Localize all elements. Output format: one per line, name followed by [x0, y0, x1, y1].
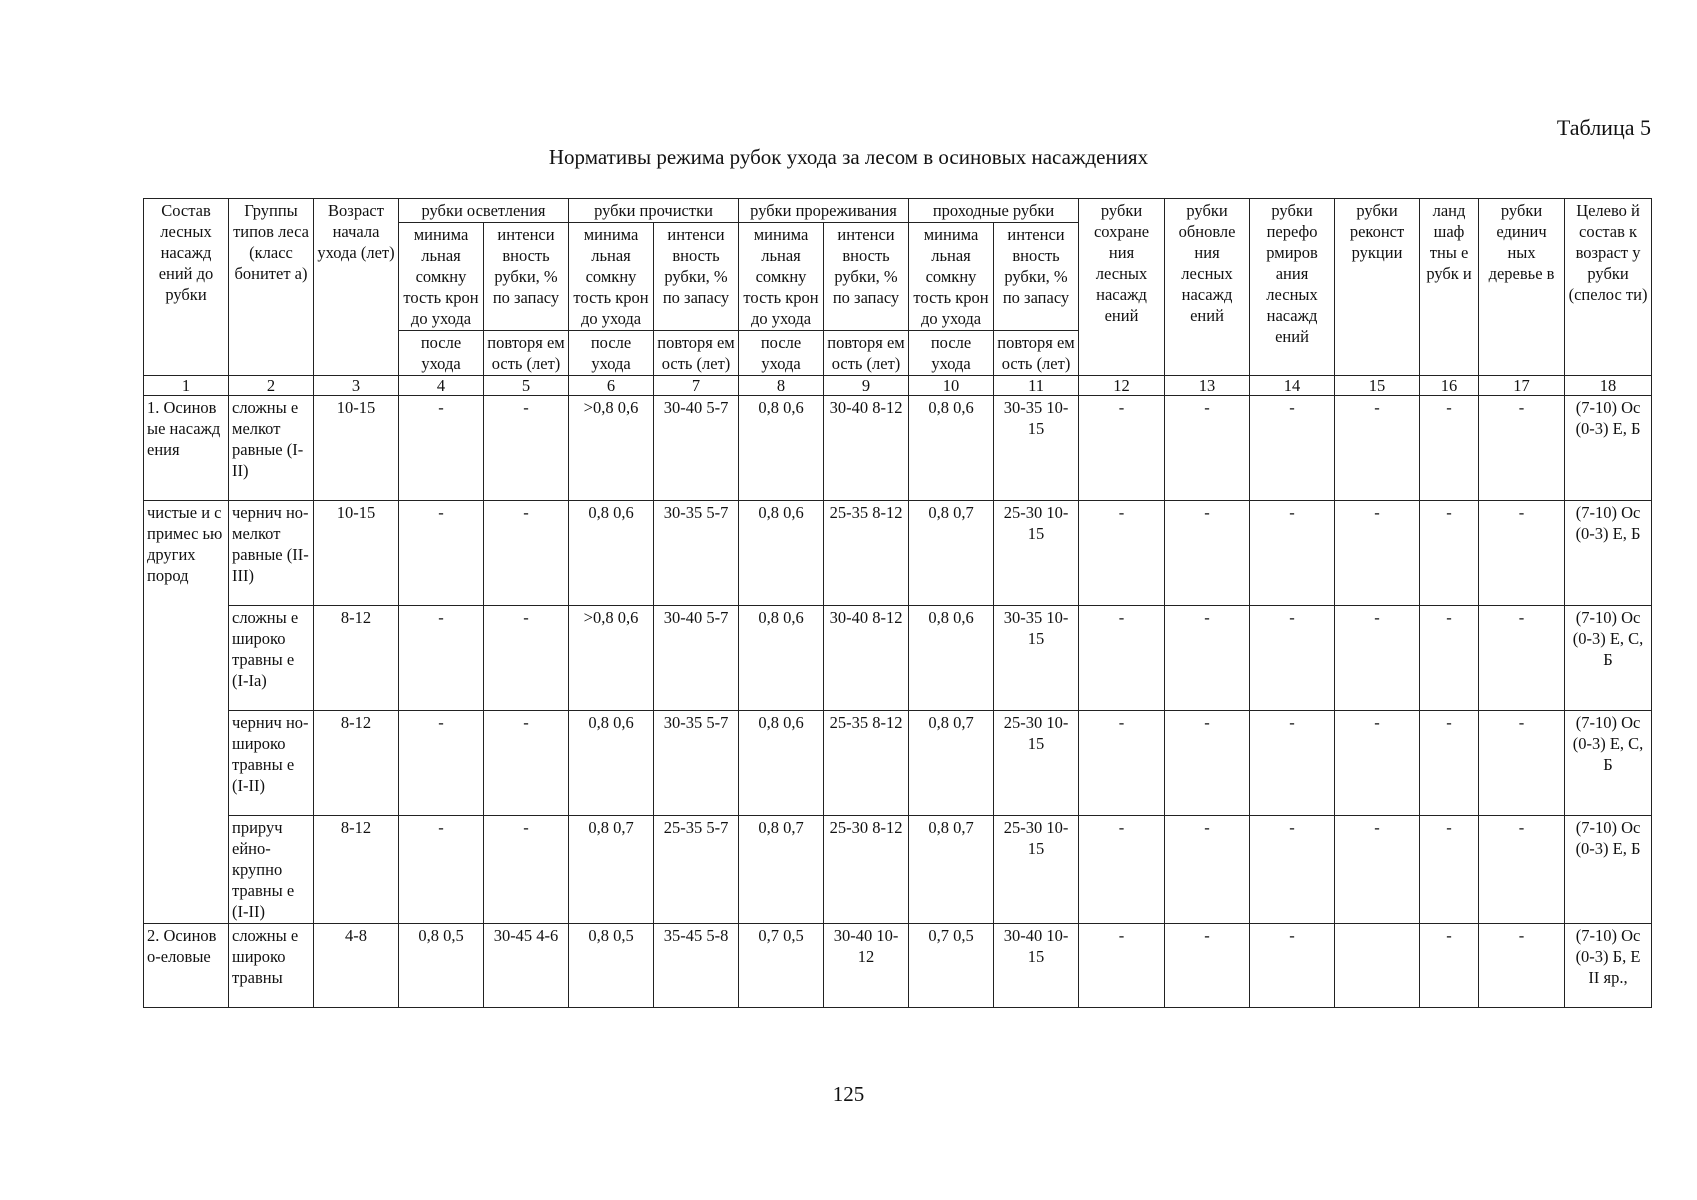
cell-value: -: [1079, 711, 1165, 816]
cell-value: -: [484, 606, 569, 711]
header-intensity: интенси вность рубки, % по запасу: [484, 223, 569, 331]
cell-value: >0,8 0,6: [569, 606, 654, 711]
cell-value: 0,8 0,7: [739, 816, 824, 924]
column-number: 15: [1335, 376, 1420, 396]
header-single-trees: рубки единич ных деревье в: [1479, 199, 1565, 376]
cell-value: 30-35 5-7: [654, 711, 739, 816]
column-number: 3: [314, 376, 399, 396]
cell-value: 25-30 10-15: [994, 501, 1079, 606]
header-target-composition: Целево й состав к возраст у рубки (спелос ти): [1565, 199, 1652, 376]
cell-value: -: [1079, 924, 1165, 1008]
header-landscape: ланд шаф тны е рубк и: [1420, 199, 1479, 376]
cell-value: -: [1420, 501, 1479, 606]
cell-value: 0,8 0,6: [909, 606, 994, 711]
cell-value: -: [1420, 816, 1479, 924]
cell-value: -: [399, 501, 484, 606]
cell-value: -: [484, 816, 569, 924]
cell-value: 0,8 0,7: [909, 501, 994, 606]
cell-start-age: 8-12: [314, 711, 399, 816]
cell-value: 30-35 5-7: [654, 501, 739, 606]
header-repeatability: повторя ем ость (лет): [484, 331, 569, 376]
cell-value: -: [1165, 816, 1250, 924]
column-number: 11: [994, 376, 1079, 396]
cell-value: -: [1420, 606, 1479, 711]
cell-value: 30-35 10-15: [994, 606, 1079, 711]
cell-forest-type: чернич но-широко травны е (I-II): [229, 711, 314, 816]
cell-composition: 1. Осинов ые насажд ения: [144, 396, 229, 501]
table-row: [144, 924, 1652, 1008]
cell-value: -: [399, 711, 484, 816]
cell-value: -: [1479, 606, 1565, 711]
column-number: 14: [1250, 376, 1335, 396]
cell-value: -: [1250, 606, 1335, 711]
cell-value: 30-35 10-15: [994, 396, 1079, 501]
cell-value: -: [1165, 501, 1250, 606]
cell-value: -: [1250, 396, 1335, 501]
cell-value: -: [1479, 816, 1565, 924]
table-row: [144, 711, 1652, 816]
cell-value: 30-40 5-7: [654, 606, 739, 711]
cell-target-composition: (7-10) Ос (0-3) Е, С, Б: [1565, 606, 1652, 711]
cell-value: 25-35 8-12: [824, 501, 909, 606]
cell-value: -: [1479, 711, 1565, 816]
column-number: 5: [484, 376, 569, 396]
header-row-groups: [144, 199, 1652, 223]
cell-value: 0,8 0,6: [739, 606, 824, 711]
cell-target-composition: (7-10) Ос (0-3) Е, Б: [1565, 501, 1652, 606]
column-numbers-row: [144, 376, 1652, 396]
column-number: 12: [1079, 376, 1165, 396]
cell-value: -: [1335, 711, 1420, 816]
cell-target-composition: (7-10) Ос (0-3) Е, Б: [1565, 816, 1652, 924]
cell-value: -: [1250, 711, 1335, 816]
header-after-care: после ухода: [399, 331, 484, 376]
cell-value: -: [399, 606, 484, 711]
cell-forest-type: прируч ейно-крупно травны е (I-II): [229, 816, 314, 924]
header-reconstruction: рубки реконст рукции: [1335, 199, 1420, 376]
cell-value: 30-40 8-12: [824, 606, 909, 711]
header-min-density: минима льная сомкну тость крон до ухода: [909, 223, 994, 331]
cell-start-age: 10-15: [314, 501, 399, 606]
header-intensity: интенси вность рубки, % по запасу: [654, 223, 739, 331]
header-group-thinning: рубки прореживания: [739, 199, 909, 223]
column-number: 9: [824, 376, 909, 396]
cell-value: 0,8 0,6: [739, 711, 824, 816]
cell-value: 30-40 5-7: [654, 396, 739, 501]
cell-value: 0,7 0,5: [909, 924, 994, 1008]
header-group-cleaning: рубки прочистки: [569, 199, 739, 223]
header-intensity: интенси вность рубки, % по запасу: [824, 223, 909, 331]
header-after-care: после ухода: [909, 331, 994, 376]
cell-value: 25-30 10-15: [994, 816, 1079, 924]
cell-value: 25-35 5-7: [654, 816, 739, 924]
cell-value: 30-40 10-12: [824, 924, 909, 1008]
cell-value: -: [1335, 396, 1420, 501]
column-number: 13: [1165, 376, 1250, 396]
column-number: 8: [739, 376, 824, 396]
column-number: 4: [399, 376, 484, 396]
cell-value: -: [484, 396, 569, 501]
cell-value: -: [1335, 501, 1420, 606]
cell-value: -: [1479, 501, 1565, 606]
cell-value: -: [1079, 501, 1165, 606]
cell-value: [1335, 924, 1420, 1008]
cell-value: 25-30 10-15: [994, 711, 1079, 816]
header-min-density: минима льная сомкну тость крон до ухода: [399, 223, 484, 331]
cell-value: 0,8 0,6: [739, 501, 824, 606]
cell-value: -: [484, 501, 569, 606]
cell-value: 0,8 0,5: [399, 924, 484, 1008]
cell-value: -: [1165, 606, 1250, 711]
header-renewal: рубки обновле ния лесных насажд ений: [1165, 199, 1250, 376]
cell-value: 0,8 0,7: [569, 816, 654, 924]
header-repeatability: повторя ем ость (лет): [824, 331, 909, 376]
cell-value: -: [1079, 816, 1165, 924]
cell-value: 30-40 10-15: [994, 924, 1079, 1008]
header-group-lightening: рубки осветления: [399, 199, 569, 223]
table-row: [144, 606, 1652, 711]
cell-value: -: [1165, 711, 1250, 816]
header-after-care: после ухода: [739, 331, 824, 376]
cell-value: -: [1250, 501, 1335, 606]
cell-value: -: [1250, 924, 1335, 1008]
header-after-care: после ухода: [569, 331, 654, 376]
table-label: Таблица 5: [1556, 115, 1651, 140]
column-number: 18: [1565, 376, 1652, 396]
column-number: 7: [654, 376, 739, 396]
header-forest-type-group: Группы типов леса (класс бонитет а): [229, 199, 314, 376]
cell-value: >0,8 0,6: [569, 396, 654, 501]
header-min-density: минима льная сомкну тость крон до ухода: [569, 223, 654, 331]
header-composition: Состав лесных насажд ений до рубки: [144, 199, 229, 376]
cell-value: 25-30 8-12: [824, 816, 909, 924]
norms-table: [143, 198, 1652, 1008]
cell-value: 35-45 5-8: [654, 924, 739, 1008]
cell-value: -: [1165, 924, 1250, 1008]
cell-forest-type: сложны е широко травны е (I-Ia): [229, 606, 314, 711]
cell-value: 0,8 0,7: [909, 816, 994, 924]
cell-start-age: 8-12: [314, 606, 399, 711]
cell-target-composition: (7-10) Ос (0-3) Б, Е II яр.,: [1565, 924, 1652, 1008]
cell-value: 30-40 8-12: [824, 396, 909, 501]
cell-value: -: [484, 711, 569, 816]
cell-value: -: [399, 816, 484, 924]
cell-value: 0,8 0,6: [569, 711, 654, 816]
cell-value: 30-45 4-6: [484, 924, 569, 1008]
cell-forest-type: чернич но-мелкот равные (II-III): [229, 501, 314, 606]
page-number: 125: [832, 1082, 865, 1106]
cell-value: 25-35 8-12: [824, 711, 909, 816]
cell-value: -: [1079, 396, 1165, 501]
cell-value: -: [1250, 816, 1335, 924]
cell-value: -: [1335, 606, 1420, 711]
cell-value: -: [1420, 924, 1479, 1008]
header-reformation: рубки перефо рмиров ания лесных насажд ений: [1250, 199, 1335, 376]
header-group-passage: проходные рубки: [909, 199, 1079, 223]
column-number: 2: [229, 376, 314, 396]
table-row: [144, 396, 1652, 501]
header-repeatability: повторя ем ость (лет): [654, 331, 739, 376]
column-number: 17: [1479, 376, 1565, 396]
header-start-age: Возраст начала ухода (лет): [314, 199, 399, 376]
cell-start-age: 8-12: [314, 816, 399, 924]
cell-forest-type: сложны е мелкот равные (I-II): [229, 396, 314, 501]
header-intensity: интенси вность рубки, % по запасу: [994, 223, 1079, 331]
table-row: [144, 501, 1652, 606]
cell-start-age: 4-8: [314, 924, 399, 1008]
cell-value: -: [1479, 396, 1565, 501]
cell-composition: 2. Осинов о-еловые: [144, 924, 229, 1008]
cell-target-composition: (7-10) Ос (0-3) Е, Б: [1565, 396, 1652, 501]
cell-forest-type: сложны е широко травны: [229, 924, 314, 1008]
cell-value: 0,8 0,5: [569, 924, 654, 1008]
document-title: Нормативы режима рубок ухода за лесом в осиновых насаждениях: [548, 145, 1149, 169]
cell-value: -: [1079, 606, 1165, 711]
cell-value: 0,8 0,7: [909, 711, 994, 816]
cell-value: 0,7 0,5: [739, 924, 824, 1008]
cell-value: -: [399, 396, 484, 501]
column-number: 10: [909, 376, 994, 396]
table-row: [144, 816, 1652, 924]
cell-start-age: 10-15: [314, 396, 399, 501]
cell-value: -: [1479, 924, 1565, 1008]
header-repeatability: повторя ем ость (лет): [994, 331, 1079, 376]
column-number: 1: [144, 376, 229, 396]
column-number: 6: [569, 376, 654, 396]
column-number: 16: [1420, 376, 1479, 396]
cell-value: 0,8 0,6: [569, 501, 654, 606]
cell-value: -: [1420, 396, 1479, 501]
cell-value: 0,8 0,6: [739, 396, 824, 501]
cell-target-composition: (7-10) Ос (0-3) Е, С, Б: [1565, 711, 1652, 816]
cell-composition: чистые и с примес ью других пород: [144, 501, 229, 924]
header-min-density: минима льная сомкну тость крон до ухода: [739, 223, 824, 331]
header-preservation: рубки сохране ния лесных насажд ений: [1079, 199, 1165, 376]
cell-value: 0,8 0,6: [909, 396, 994, 501]
cell-value: -: [1165, 396, 1250, 501]
cell-value: -: [1335, 816, 1420, 924]
cell-value: -: [1420, 711, 1479, 816]
